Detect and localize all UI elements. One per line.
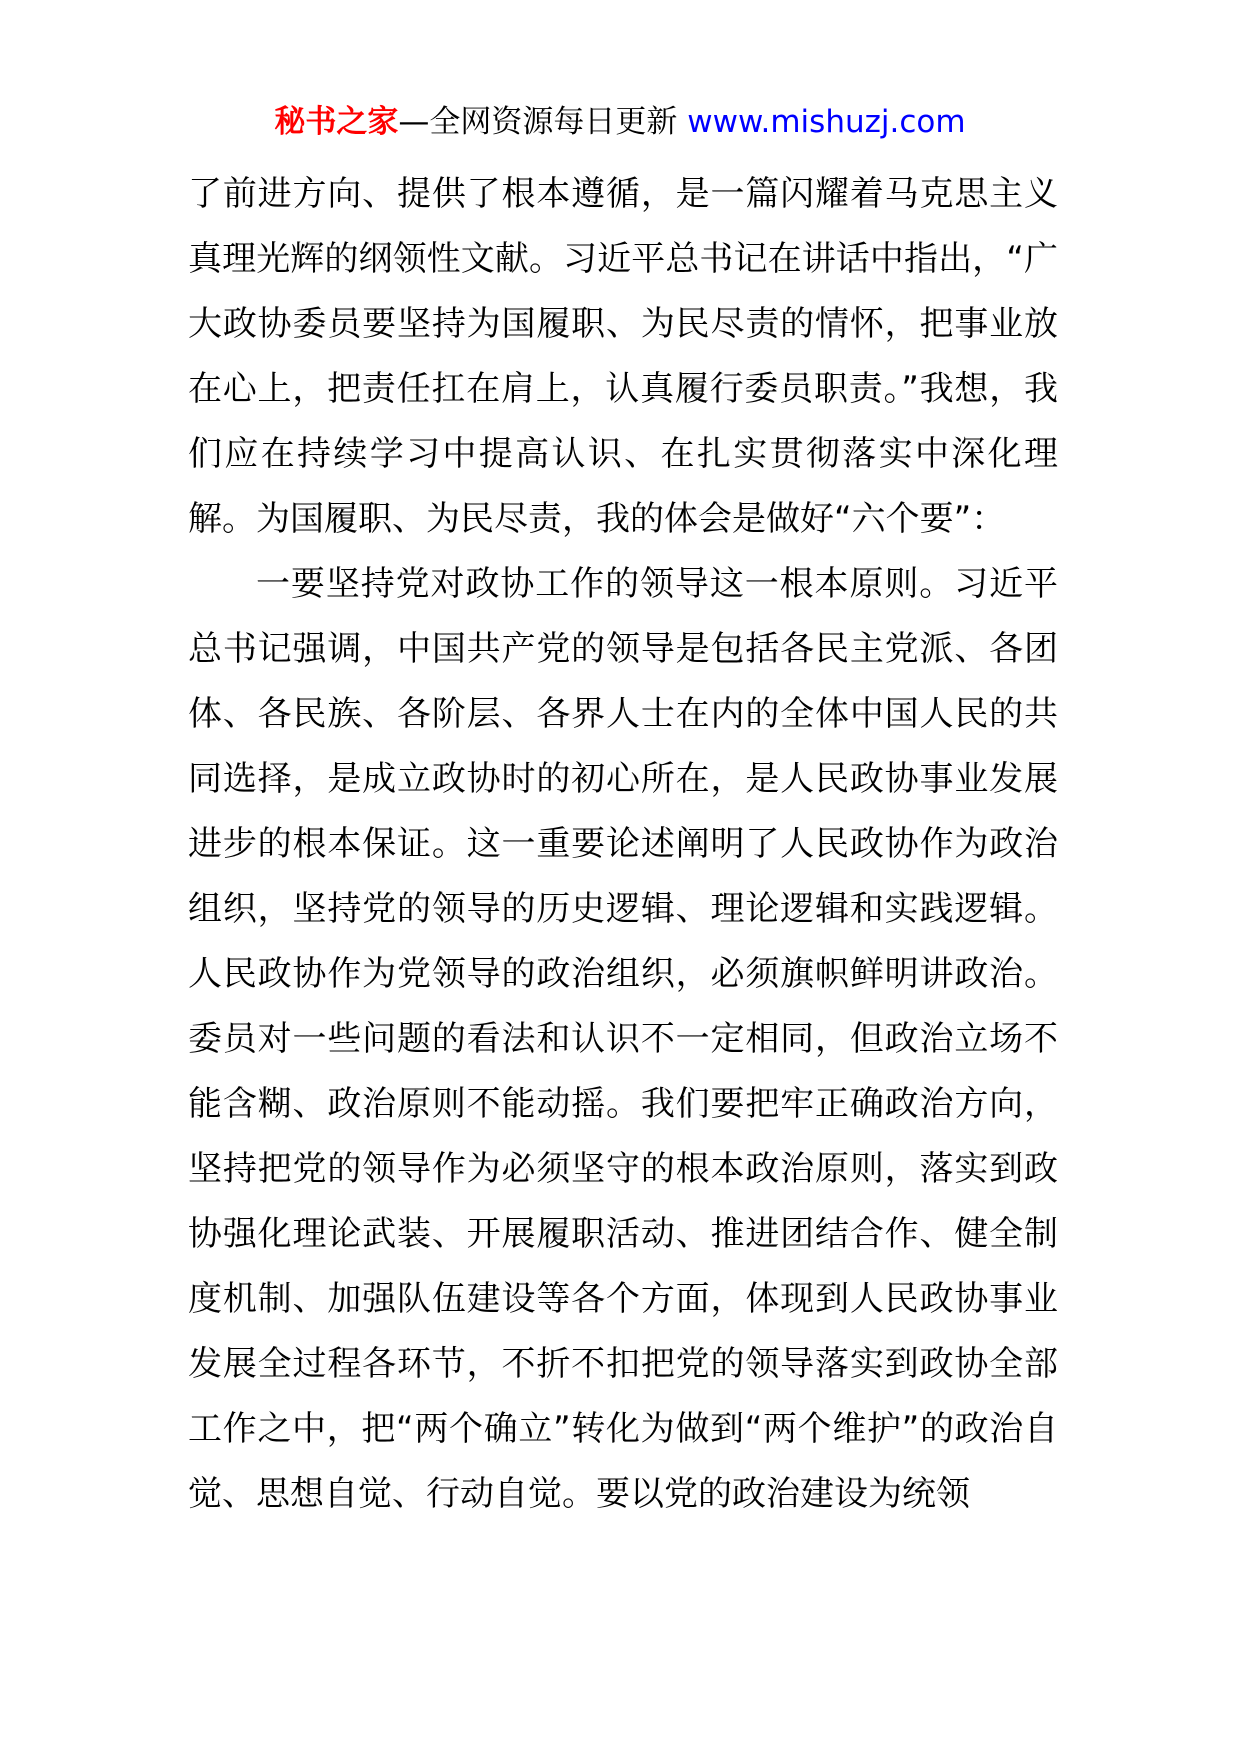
site-url-link[interactable]: www.mishuzj.com <box>687 104 966 140</box>
site-tagline: —全网资源每日更新 <box>398 104 688 140</box>
paragraph-first-requirement: 一要坚持党对政协工作的领导这一根本原则。习近平总书记强调，中国共产党的领导是包括各民主党派、各团体、各民族、各阶层、各界人士在内的全体中国人民的共同选择，是成立政协时的初心所在，是人民政协事业发展进步的根本保证。这一重要论述阐明了人民政协作为政治组织，坚持党的领导的历史逻辑、理论逻辑和实践逻辑。人民政协作为党领导的政治组织，必须旗帜鲜明讲政治。委员对一些问题的看法和认识不一定相同，但政治立场不能含糊、政治原则不能动摇。我们要把牢正确政治方向，坚持把党的领导作为必须坚守的根本政治原则，落实到政协强化理论武装、开展履职活动、推进团结合作、健全制度机制、加强队伍建设等各个方面，体现到人民政协事业发展全过程各环节，不折不扣把党的领导落实到政协全部工作之中，把“两个确立”转化为做到“两个维护”的政治自觉、思想自觉、行动自觉。要以党的政治建设为统领 <box>188 564 1058 1514</box>
page-header <box>0 100 1240 144</box>
document-body <box>188 162 1058 1527</box>
site-brand-name: 秘书之家 <box>274 104 399 140</box>
paragraph-continuation: 了前进方向、提供了根本遵循，是一篇闪耀着马克思主义真理光辉的纲领性文献。习近平总书记在讲话中指出，“广大政协委员要坚持为国履职、为民尽责的情怀，把事业放在心上，把责任扛在肩上，认真履行委员职责。”我想，我们应在持续学习中提高认识、在扎实贯彻落实中深化理解。为国履职、为民尽责，我的体会是做好“六个要”： <box>188 174 1058 539</box>
